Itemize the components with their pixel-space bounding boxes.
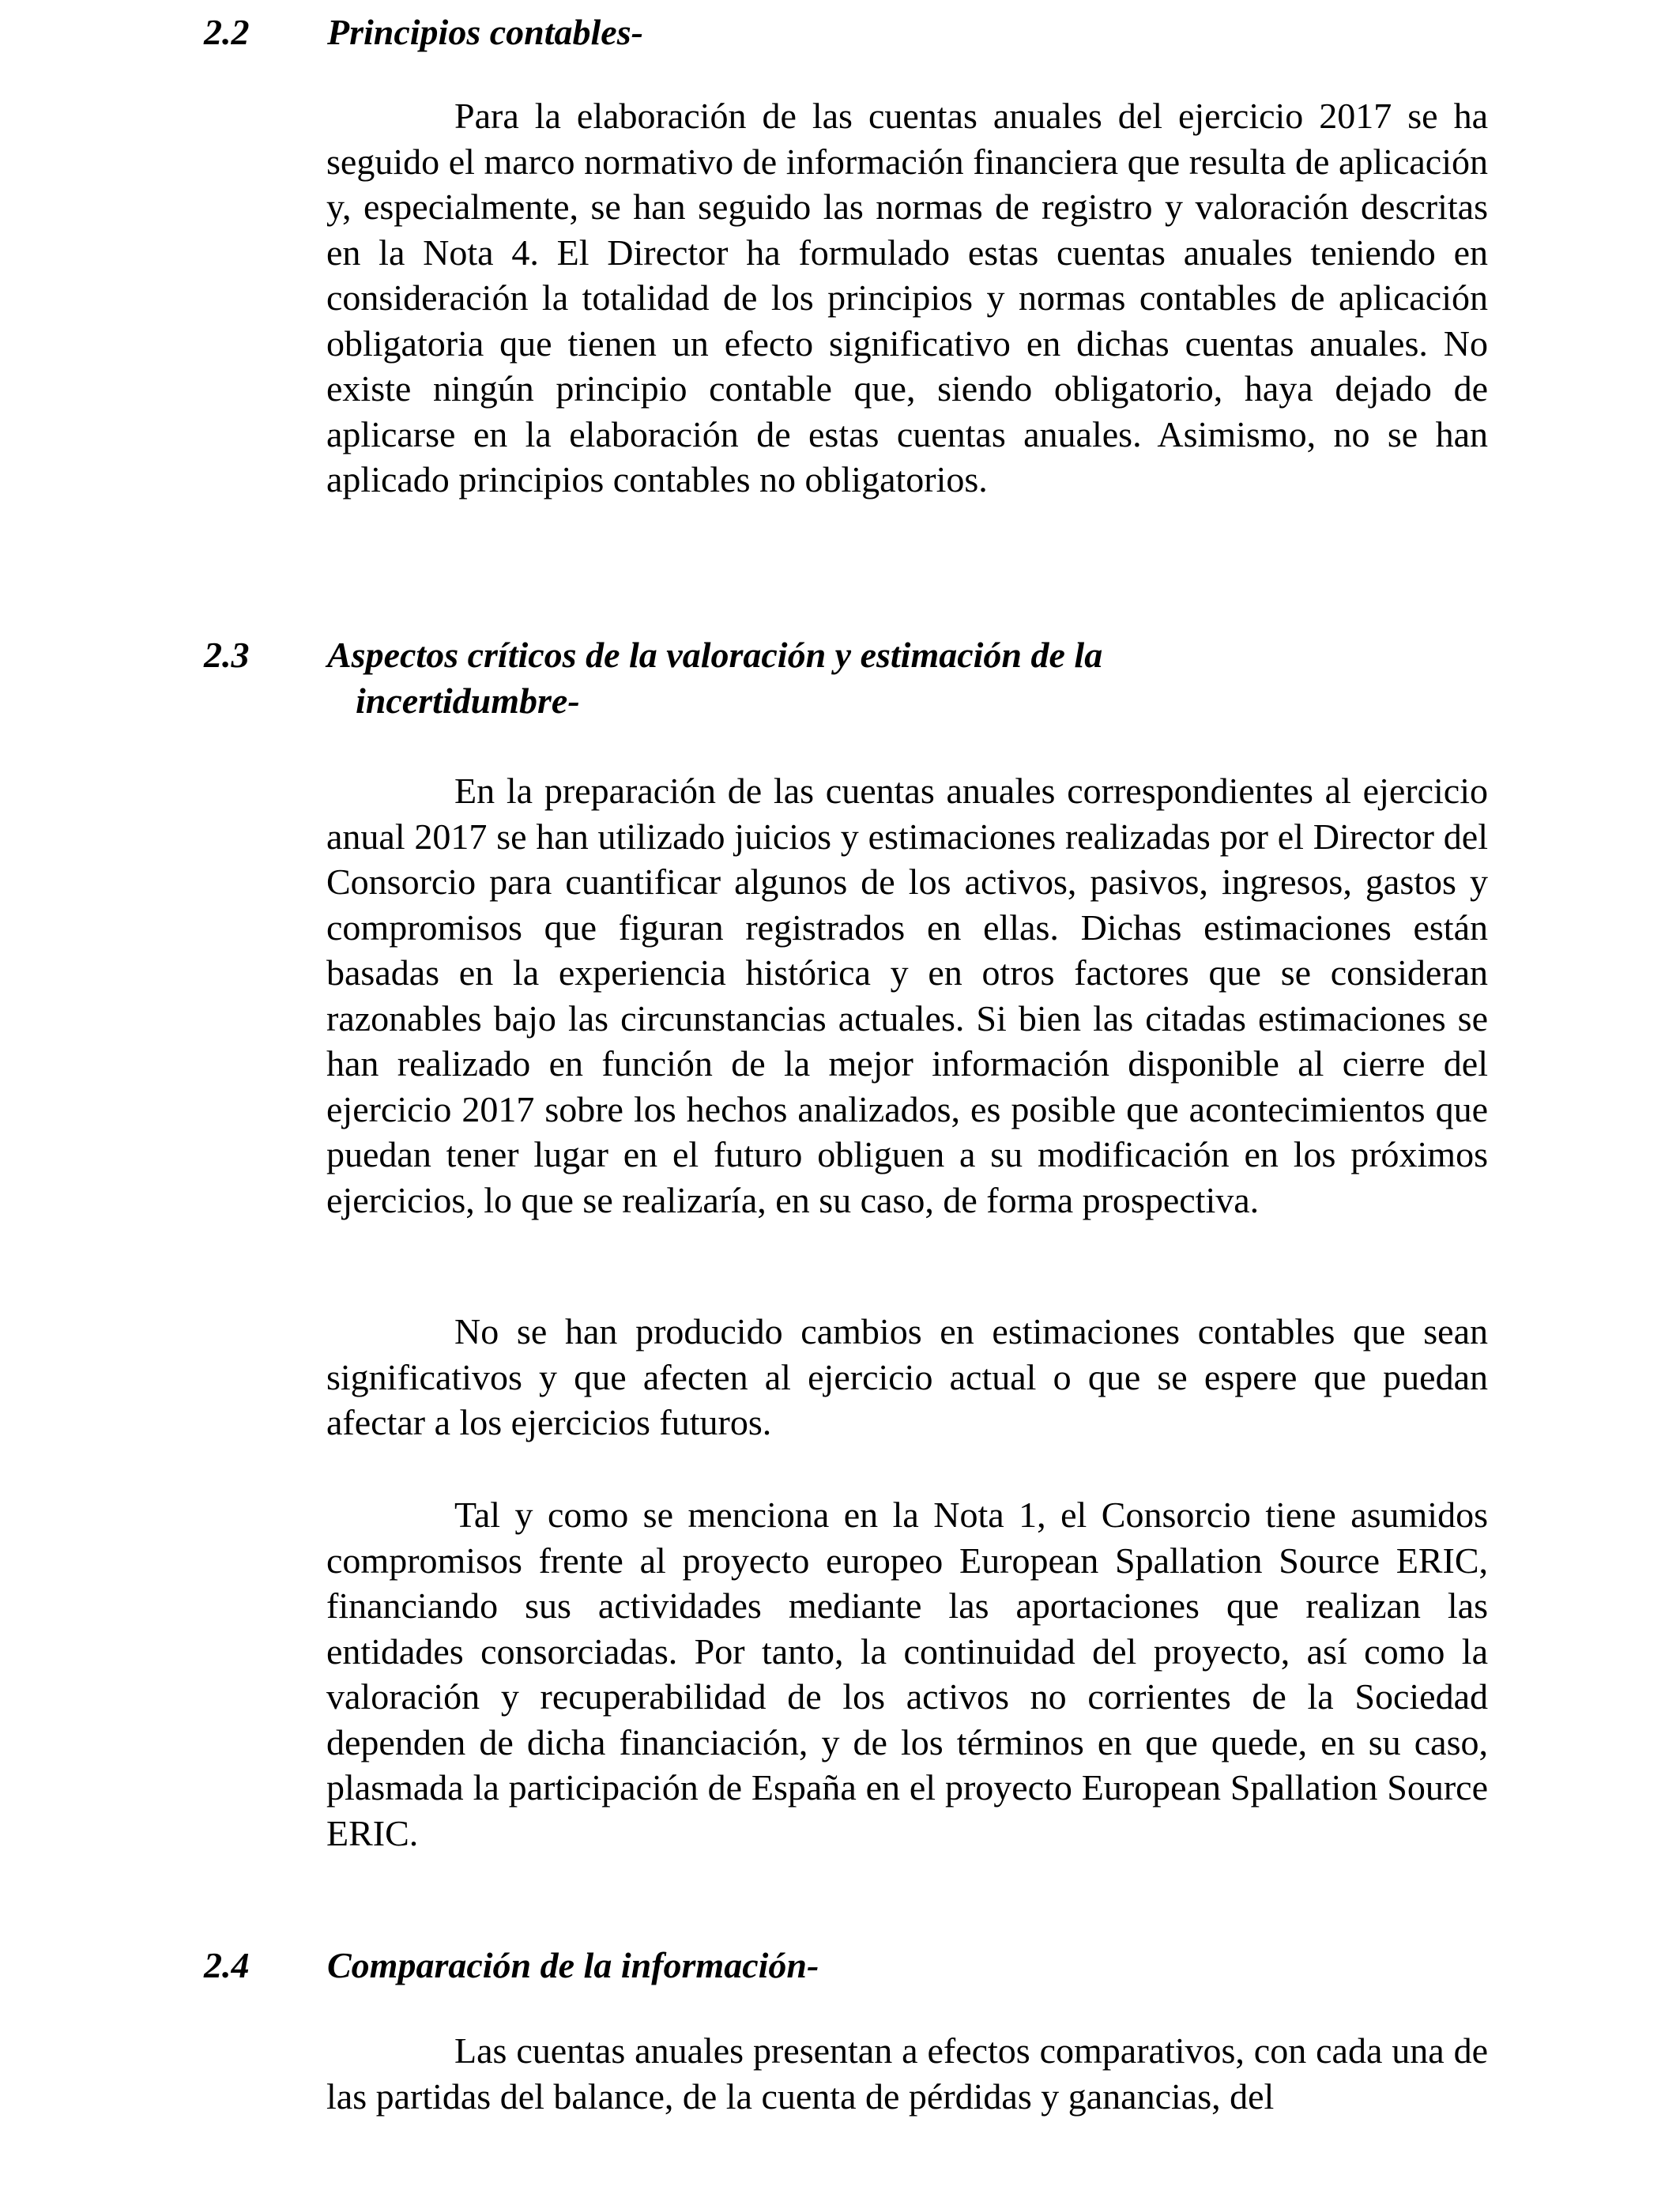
section-title: Aspectos críticos de la valoración y estimación de la [327,635,1103,675]
section-title-continuation: incertidumbre- [356,680,580,721]
paragraph: No se han producido cambios en estimaciones contables que sean significativos y que afecten al ejercicio actual o que se espere que puedan afectar a los ejercicios futuros. [326,1311,1488,1442]
section-title: Principios contables- [327,12,643,52]
section-title: Comparación de la información- [327,1945,819,1985]
section-heading-2-3 [204,632,1102,724]
paragraph: Las cuentas anuales presentan a efectos comparativos, con cada una de las partidas del balance, de la cuenta de pérdidas y ganancias, del [326,2030,1488,2117]
section-heading-2-4 [204,1943,819,1989]
paragraph: Para la elaboración de las cuentas anuales del ejercicio 2017 se ha seguido el marco normativo de información financiera que resulta de aplicación y, especialmente, se han seguido las normas de registro y valoración descritas en la Nota 4. El Director ha formulado estas cuentas anuales teniendo en consideración la totalidad de los principios y normas contables de aplicación obligatoria que tienen un efecto significativo en dichas cuentas anuales. No existe ningún principio contable que, siendo obligatorio, haya dejado de aplicarse en la elaboración de estas cuentas anuales. Asimismo, no se han aplicado principios contables no obligatorios. [326,96,1488,499]
paragraph: En la preparación de las cuentas anuales correspondientes al ejercicio anual 2017 se han utilizado juicios y estimaciones realizadas por el Director del Consorcio para cuantificar algunos de los activos, pasivos, ingresos, gastos y compromisos que figuran registrados en ellas. Dichas estimaciones están basadas en la experiencia histórica y en otros factores que se consideran razonables bajo las circunstancias actuales. Si bien las citadas estimaciones se han realizado en función de la mejor información disponible al cierre del ejercicio 2017 sobre los hechos analizados, es posible que acontecimientos que puedan tener lugar en el futuro obliguen a su modificación en los próximos ejercicios, lo que se realizaría, en su caso, de forma prospectiva. [326,771,1488,1220]
section-heading-2-2 [204,9,643,55]
section-number: 2.4 [204,1945,250,1985]
paragraph: Tal y como se menciona en la Nota 1, el Consorcio tiene asumidos compromisos frente al proyecto europeo European Spallation Source ERIC, financiando sus actividades mediante las aportaciones que realizan las entidades consorciadas. Por tanto, la continuidad del proyecto, así como la valoración y recuperabilidad de los activos no corrientes de la Sociedad dependen de dicha financiación, y de los términos en que quede, en su caso, plasmada la participación de España en el proyecto European Spallation Source ERIC. [326,1495,1488,1853]
section-number: 2.3 [204,635,250,675]
section-number: 2.2 [204,12,250,52]
